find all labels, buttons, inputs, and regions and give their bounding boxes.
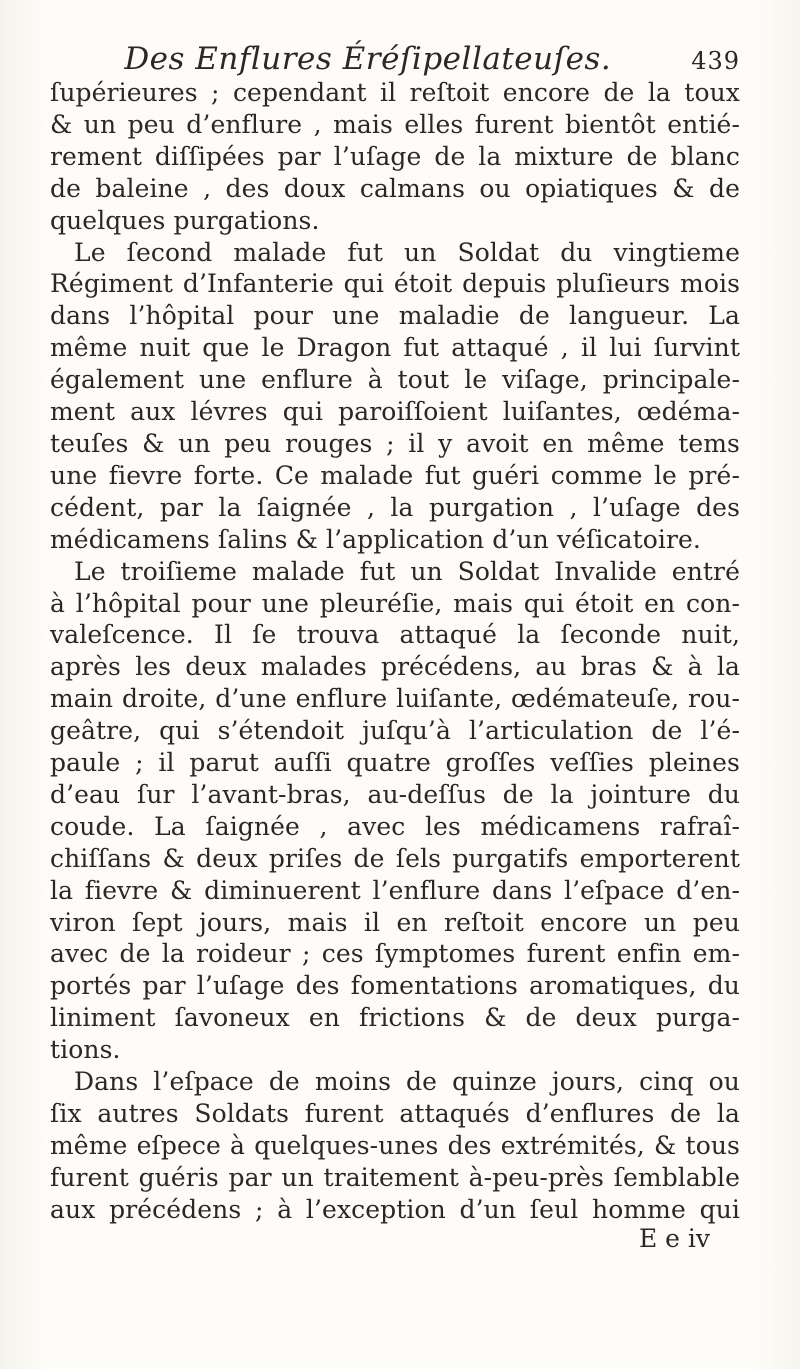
text-line: même nuit que le Dragon fut attaqué , il lui ſurvint (50, 333, 740, 363)
text-line: d’eau ſur l’avant-bras, au-deſſus de la jointure du (50, 779, 740, 809)
text-line: main droite, d’une enflure luiſante, œdémateuſe, rou- (50, 684, 740, 714)
text-line: Dans l’eſpace de moins de quinze jours, cinq ou (74, 1067, 740, 1097)
running-title: Des Enflures Éréſipellateuſes. (124, 41, 612, 77)
text-line: aux précédens ; à l’exception d’un ſeul homme qui (50, 1194, 740, 1224)
text-line: Régiment d’Infanterie qui étoit depuis pluſieurs mois (50, 269, 740, 299)
text-line: chiſſans & deux priſes de ſels purgatifs emporterent (50, 843, 740, 873)
text-line: une fievre forte. Ce malade fut guéri comme le pré- (50, 460, 740, 490)
text-line: portés par l’uſage des fomentations aromatiques, du (50, 971, 740, 1001)
text-line: même eſpece à quelques-unes des extrémités, & tous (50, 1130, 740, 1160)
text-line: rement diſſipées par l’uſage de la mixture de blanc (50, 141, 740, 171)
text-line: ſix autres Soldats furent attaqués d’enflures de la (50, 1099, 740, 1128)
text-line: ment aux lévres qui paroiſſoient luiſantes, œdéma- (50, 397, 740, 427)
text-line: avec de la roideur ; ces ſymptomes furent enfin em- (50, 939, 740, 969)
text-line: valeſcence. Il ſe trouva attaqué la ſeconde nuit, (50, 620, 740, 650)
text-line: cédent, par la ſaignée , la purgation , l’uſage des (50, 492, 740, 522)
text-line: teuſes & un peu rouges ; il y avoit en même tems (50, 428, 740, 458)
text-line: tions. (50, 1035, 121, 1065)
text-line: & un peu d’enflure , mais elles furent bientôt entié- (50, 109, 740, 139)
text-line: paule ; il parut auſſi quatre groſſes veſſies pleines (50, 748, 740, 778)
text-line: à l’hôpital pour une pleuréſie, mais qui étoit en con- (50, 588, 740, 618)
body-text (50, 77, 740, 1226)
text-line: liniment ſavoneux en frictions & de deux purga- (50, 1003, 740, 1033)
text-line: coude. La ſaignée , avec les médicamens rafraî- (50, 811, 740, 841)
text-line: quelques purgations. (50, 205, 320, 235)
text-line: dans l’hôpital pour une maladie de langueur. La (50, 301, 740, 331)
text-line: après les deux malades précédens, au bras & à la (50, 652, 740, 682)
text-line: Le ſecond malade fut un Soldat du vingtieme (74, 237, 740, 267)
text-line: médicamens ſalins & l’application d’un véſicatoire. (50, 524, 701, 554)
text-line: de baleine , des doux calmans ou opiatiques & de (50, 173, 740, 203)
text-line: viron ſept jours, mais il en reſtoit encore un peu (50, 907, 740, 937)
text-line: furent guéris par un traitement à-peu-près ſemblable (50, 1162, 740, 1192)
text-line: Le troiſieme malade fut un Soldat Invalide entré (74, 556, 740, 586)
running-head (50, 41, 740, 77)
catchword: E e iv (638, 1223, 710, 1253)
text-line: ſupérieures ; cependant il reſtoit encore de la toux (50, 78, 740, 107)
text-line: la fievre & diminuerent l’enflure dans l’eſpace d’en- (50, 875, 740, 905)
text-line: geâtre, qui s’étendoit juſqu’à l’articulation de l’é- (50, 716, 740, 746)
page-number: 439 (691, 47, 740, 75)
text-line: également une enflure à tout le viſage, principale- (50, 365, 740, 395)
